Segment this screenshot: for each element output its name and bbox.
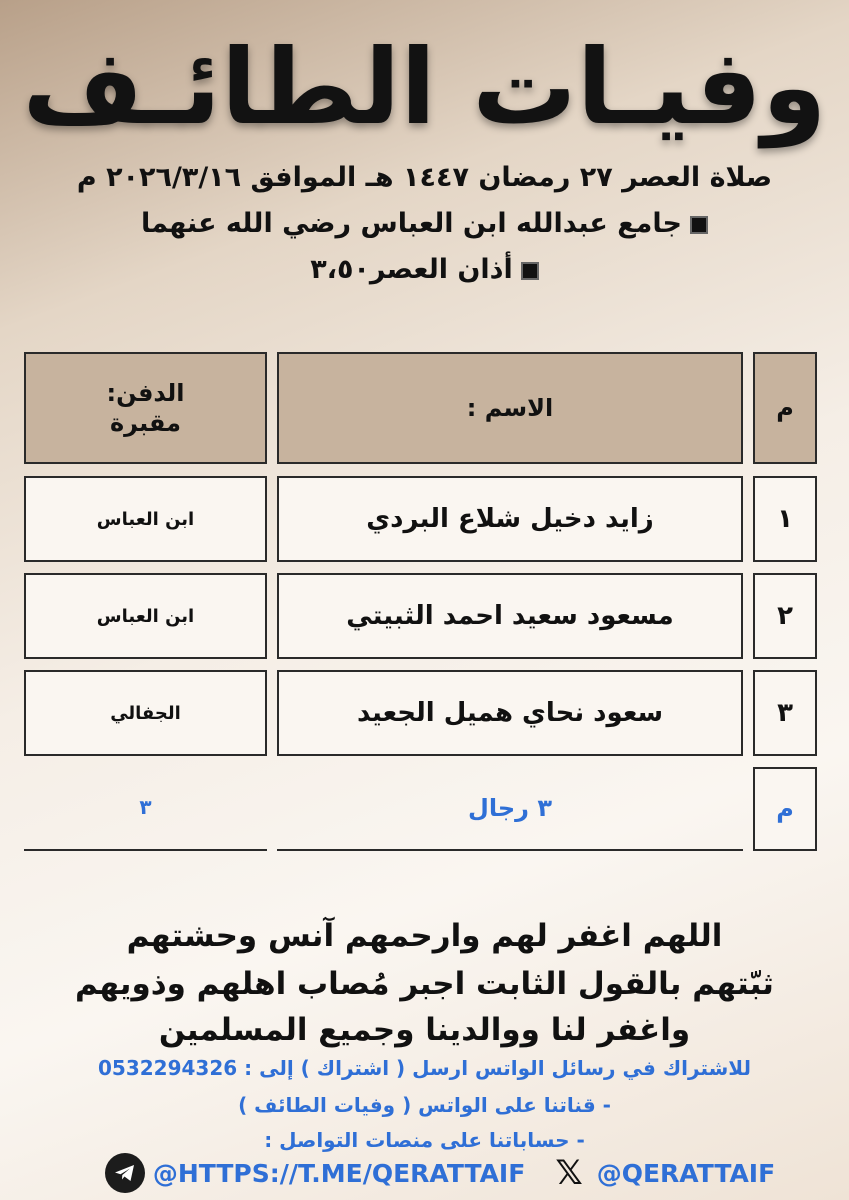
prayer-line-2: ثبّتهم بالقول الثابت اجبر مُصاب اهلهم وذويهم [75,966,774,1002]
x-icon[interactable]: 𝕏 [555,1153,583,1193]
header-name: الاسم : [277,352,743,464]
adhan-line [0,254,849,285]
subscribe-line: للاشتراك في رسائل الواتس ارسل ( اشتراك ) إلى : 0532294326 [98,1056,751,1080]
prayer-line-3: واغفر لنا ووالدينا وجميع المسلمين [158,1012,691,1048]
square-bullet-icon [521,262,539,280]
x-handle-link[interactable]: @QERATTAIF [596,1158,776,1188]
prayer-date-line: صلاة العصر ٢٧ رمضان ١٤٤٧ هـ الموافق ٢٠٢٦/٣/١٦ م [76,162,773,193]
telegram-link[interactable]: @HTTPS://T.ME/QERATTAIF [152,1158,526,1188]
row-burial: ابن العباس [24,476,267,562]
row-burial: الجفالي [24,670,267,756]
social-accounts-line: - حساباتنا على منصات التواصل : [264,1128,585,1152]
whatsapp-channel-line: - قناتنا على الواتس ( وفيات الطائف ) [238,1093,611,1117]
total-men: ٣ رجال [277,767,743,851]
square-bullet-icon [690,216,708,234]
row-name: مسعود سعيد احمد الثبيتي [277,573,743,659]
header-burial [24,352,267,464]
row-num: ٣ [753,670,817,756]
header-burial-label: الدفن: [106,379,185,407]
total-num: م [753,767,817,851]
row-name: سعود نحاي هميل الجعيد [277,670,743,756]
row-num: ١ [753,476,817,562]
page-title: وفيـات الطائـف [22,26,827,148]
mosque-name: جامع عبدالله ابن العباس رضي الله عنهما [140,208,682,239]
header-burial-cemetery: مقبرة [109,409,182,437]
row-name: زايد دخيل شلاع البردي [277,476,743,562]
row-burial: ابن العباس [24,573,267,659]
adhan-time: أذان العصر٣،٥٠ [310,254,513,285]
header-num: م [753,352,817,464]
prayer-line-1: اللهم اغفر لهم وارحمهم آنس وحشتهم [126,918,723,954]
total-count: ٣ [24,767,267,851]
social-links [100,1150,780,1196]
telegram-icon[interactable] [105,1153,145,1193]
row-num: ٢ [753,573,817,659]
mosque-line [0,208,849,239]
